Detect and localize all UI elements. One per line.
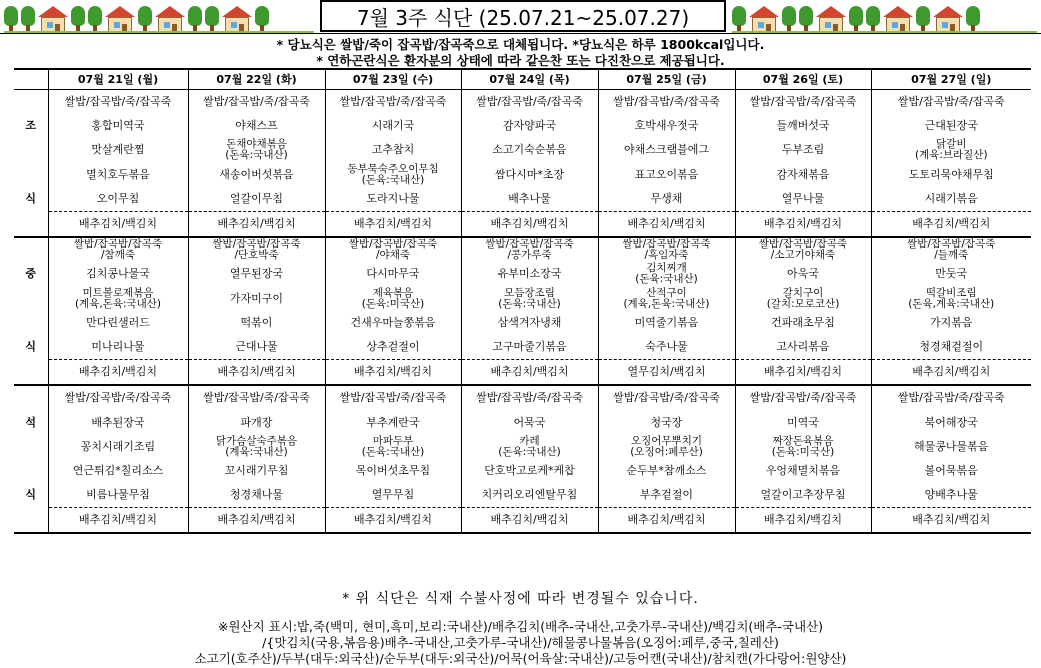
- house-icon: [816, 6, 846, 34]
- menu-item-cell: 표고오이볶음: [598, 163, 735, 187]
- menu-item-name: 쌀밥/잡곡밥/잡곡죽: [212, 238, 301, 251]
- change-notice: * 위 식단은 식재 수불사정에 따라 변경될수 있습니다.: [342, 591, 699, 607]
- dinner-row: [14, 385, 1031, 410]
- meal-label-spacer: [14, 237, 48, 262]
- menu-item-cell: 배추김치/백김치: [461, 508, 598, 534]
- menu-item-cell: 배추김치/백김치: [48, 360, 188, 386]
- menu-item-name: 쌀밥/잡곡밥/잡곡죽: [907, 238, 996, 251]
- menu-item-cell: [48, 237, 188, 262]
- menu-item-cell: [598, 435, 735, 459]
- menu-title: 7월 3주 식단 (25.07.21~25.07.27): [320, 0, 726, 32]
- menu-item-origin: (돈육:국내산): [498, 445, 561, 458]
- menu-item-cell: 해물콩나물볶음: [871, 435, 1031, 459]
- menu-item-cell: 새송이버섯볶음: [188, 163, 325, 187]
- menu-item-cell: 감자양파국: [461, 114, 598, 138]
- menu-item-cell: 연근튀김*칠리소스: [48, 459, 188, 483]
- lunch-label-bottom: 식: [25, 340, 37, 354]
- weekly-menu-table: [14, 68, 1031, 534]
- menu-item-cell: 치커리오리엔탈무침: [461, 483, 598, 508]
- menu-item-cell: 배추된장국: [48, 410, 188, 434]
- menu-item-cell: [188, 435, 325, 459]
- menu-item-name: 마파두부: [372, 434, 414, 447]
- menu-item-cell: 배추김치/백김치: [188, 360, 325, 386]
- menu-item-cell: 쌈다시마*초장: [461, 163, 598, 187]
- menu-item-cell: 열무된장국: [188, 262, 325, 286]
- title-divider: [0, 33, 1041, 34]
- house-icon: [38, 6, 68, 34]
- menu-body: [14, 90, 1031, 534]
- menu-item-cell: 부추계란국: [325, 410, 461, 434]
- origin-line: /{맛김치(국용,볶음용)배추-국내산,고춧가루-국내산)/해물콩나물볶음(오징어:페루,중국,칠레산): [262, 635, 779, 650]
- menu-item-name: 돈채야채볶음: [226, 138, 287, 151]
- lunch-row: [14, 237, 1031, 262]
- menu-item-origin: (계육:국내산): [225, 445, 288, 458]
- tree-icon: [205, 6, 219, 34]
- menu-item-origin: (돈육,계육:국내산): [908, 297, 995, 310]
- menu-item-cell: 고사리볶음: [735, 335, 871, 360]
- menu-item-cell: 쌀밥/잡곡밥/죽/잡곡죽: [598, 385, 735, 410]
- meal-label-spacer: [14, 508, 48, 534]
- menu-item-cell: 배추김치/백김치: [325, 211, 461, 237]
- diabetic-notice: * 당뇨식은 쌀밥/죽이 잡곡밥/잡곡죽으로 대체됩니다. *당뇨식은 하루 1800kcal입니다.: [276, 37, 765, 52]
- menu-item-cell: 가자미구이: [188, 287, 325, 311]
- menu-item-cell: 야채스크램블에그: [598, 138, 735, 162]
- menu-item-cell: [325, 163, 461, 187]
- menu-item-cell: 쌀밥/잡곡밥/죽/잡곡죽: [871, 385, 1031, 410]
- menu-item-cell: 고구마줄기볶음: [461, 335, 598, 360]
- tree-icon: [916, 6, 930, 34]
- menu-item-cell: 우엉채멸치볶음: [735, 459, 871, 483]
- origin-line: ※원산지 표시:밥,죽(백미, 현미,흑미,보리:국내산)/배추김치(배추-국내산,고춧가루-국내산)/백김치(배추-국내산): [217, 619, 824, 634]
- house-icon: [883, 6, 913, 34]
- menu-item-cell: 단호박고로케*케찹: [461, 459, 598, 483]
- dinner-row: [14, 483, 1031, 508]
- tree-icon: [4, 6, 18, 34]
- menu-item-cell: 배추나물: [461, 187, 598, 212]
- menu-item-cell: 열무나물: [735, 187, 871, 212]
- house-icon: [749, 6, 779, 34]
- breakfast-row: [14, 114, 1031, 138]
- menu-item-cell: 오이무침: [48, 187, 188, 212]
- menu-item-cell: 도토리묵야채무침: [871, 163, 1031, 187]
- tree-icon: [966, 6, 980, 34]
- lunch-row: [14, 287, 1031, 311]
- menu-item-cell: 쌀밥/잡곡밥/죽/잡곡죽: [598, 90, 735, 115]
- menu-item-cell: [325, 287, 461, 311]
- menu-item-cell: 청경채겉절이: [871, 335, 1031, 360]
- menu-item-cell: 야채스프: [188, 114, 325, 138]
- menu-item-cell: 열무김치/백김치: [598, 360, 735, 386]
- menu-item-cell: 맛살계란찜: [48, 138, 188, 162]
- menu-item-cell: 김치콩나물국: [48, 262, 188, 286]
- menu-item-name: 동부묵숙주오이무침: [347, 162, 439, 175]
- menu-item-cell: 쌀밥/잡곡밥/죽/잡곡죽: [48, 385, 188, 410]
- header-banner: [0, 0, 1041, 34]
- menu-item-cell: 쌀밥/잡곡밥/죽/잡곡죽: [735, 90, 871, 115]
- day-header: 07월 27일 (일): [871, 69, 1031, 90]
- menu-item-origin: (돈육:미국산): [771, 445, 835, 458]
- breakfast-row: [14, 163, 1031, 187]
- menu-item-cell: 배추김치/백김치: [735, 508, 871, 534]
- menu-item-origin: (오징어:페루산): [630, 445, 703, 458]
- meal-label-spacer: [14, 211, 48, 237]
- menu-item-name: 산적구이: [646, 286, 687, 299]
- menu-item-cell: 아욱국: [735, 262, 871, 286]
- menu-item-name: 쌀밥/잡곡밥/잡곡죽: [758, 238, 848, 251]
- menu-item-cell: 미역국: [735, 410, 871, 434]
- menu-item-cell: 배추김치/백김치: [871, 211, 1031, 237]
- menu-item-cell: 배추김치/백김치: [325, 360, 461, 386]
- menu-item-origin: /콩가루죽: [507, 249, 552, 262]
- breakfast-row: [14, 90, 1031, 115]
- menu-item-cell: 배추김치/백김치: [871, 360, 1031, 386]
- header-corner: [14, 69, 48, 90]
- lunch-row: [14, 311, 1031, 335]
- house-icon: [933, 6, 963, 34]
- menu-item-cell: 청경채나물: [188, 483, 325, 508]
- menu-item-cell: 쌀밥/잡곡밥/죽/잡곡죽: [461, 385, 598, 410]
- day-header: 07월 24일 (목): [461, 69, 598, 90]
- menu-item-cell: 미나리나물: [48, 335, 188, 360]
- menu-item-cell: 북어해장국: [871, 410, 1031, 434]
- menu-item-cell: 시래기볶음: [871, 187, 1031, 212]
- menu-item-cell: 얼갈이고추장무침: [735, 483, 871, 508]
- lunch-row: [14, 360, 1031, 386]
- menu-item-origin: (돈육:국내산): [361, 445, 425, 458]
- menu-item-cell: 부추겉절이: [598, 483, 735, 508]
- menu-item-cell: 어묵국: [461, 410, 598, 434]
- tree-icon: [732, 6, 746, 34]
- day-header: 07월 21일 (월): [48, 69, 188, 90]
- menu-item-name: 쌀밥/잡곡밥/잡곡죽: [73, 238, 163, 251]
- menu-item-name: 미트볼로제볶음: [82, 286, 154, 299]
- breakfast-row: [14, 138, 1031, 162]
- lunch-row: [14, 262, 1031, 286]
- menu-item-cell: 배추김치/백김치: [188, 211, 325, 237]
- tree-icon: [88, 6, 102, 34]
- menu-item-cell: 쌀밥/잡곡밥/죽/잡곡죽: [735, 385, 871, 410]
- menu-item-origin: (돈육:국내산): [498, 297, 561, 310]
- menu-item-cell: 호박새우젓국: [598, 114, 735, 138]
- day-header: 07월 25일 (금): [598, 69, 735, 90]
- menu-item-name: 닭갈비: [936, 138, 967, 151]
- menu-item-cell: 배추김치/백김치: [735, 360, 871, 386]
- dinner-label-top: 석: [25, 415, 37, 429]
- dinner-row: [14, 435, 1031, 459]
- menu-item-cell: 파개장: [188, 410, 325, 434]
- menu-item-cell: 쌀밥/잡곡밥/죽/잡곡죽: [871, 90, 1031, 115]
- menu-item-cell: [735, 435, 871, 459]
- house-icon: [105, 6, 135, 34]
- menu-item-cell: 배추김치/백김치: [871, 508, 1031, 534]
- menu-item-cell: 유부미소장국: [461, 262, 598, 286]
- menu-item-cell: 배추김치/백김치: [598, 508, 735, 534]
- menu-item-cell: 떡볶이: [188, 311, 325, 335]
- menu-item-cell: 무생채: [598, 187, 735, 212]
- dinner-row: [14, 459, 1031, 483]
- tree-icon: [849, 6, 863, 34]
- menu-item-name: 제육볶음: [372, 286, 414, 299]
- menu-item-cell: 쌀밥/잡곡밥/죽/잡곡죽: [188, 385, 325, 410]
- menu-item-cell: 배추김치/백김치: [735, 211, 871, 237]
- menu-item-cell: 상추겉절이: [325, 335, 461, 360]
- menu-item-cell: 배추김치/백김치: [48, 211, 188, 237]
- menu-item-cell: 배추김치/백김치: [48, 508, 188, 534]
- menu-item-name: 오징어무뿌치기: [630, 434, 702, 447]
- menu-item-cell: 두부조림: [735, 138, 871, 162]
- breakfast-row: [14, 211, 1031, 237]
- menu-item-origin: /흑임자죽: [644, 249, 689, 262]
- menu-item-name: 모듬장조림: [504, 286, 555, 299]
- day-header: 07월 23일 (수): [325, 69, 461, 90]
- menu-item-cell: [871, 138, 1031, 162]
- menu-item-origin: (돈육:미국산): [361, 297, 425, 310]
- village-illustration-left: [4, 0, 314, 34]
- menu-item-origin: /단호박죽: [234, 249, 279, 262]
- meal-label-spacer: [14, 435, 48, 459]
- menu-item-name: 갈치구이: [782, 286, 824, 299]
- menu-item-cell: [598, 262, 735, 286]
- menu-item-origin: (계육,돈육:국내산): [74, 297, 162, 310]
- menu-item-cell: 홍합미역국: [48, 114, 188, 138]
- menu-item-name: 쌀밥/잡곡밥/잡곡죽: [348, 238, 438, 251]
- lunch-label-top: 중: [25, 267, 37, 281]
- meal-label-spacer: [14, 138, 48, 162]
- menu-item-cell: 감자채볶음: [735, 163, 871, 187]
- menu-item-origin: /야채죽: [376, 249, 410, 262]
- meal-label-spacer: [14, 287, 48, 311]
- menu-item-cell: 쌀밥/잡곡밥/죽/잡곡죽: [325, 385, 461, 410]
- menu-item-cell: 얼갈이무침: [188, 187, 325, 212]
- tree-icon: [138, 6, 152, 34]
- menu-item-cell: 꽁치시래기조림: [48, 435, 188, 459]
- menu-item-name: 닭가슴살숙주볶음: [215, 434, 298, 447]
- menu-item-origin: (돈육:국내산): [225, 149, 288, 162]
- menu-item-origin: (돈육:국내산): [635, 273, 698, 286]
- origin-line: 소고기(호주산)/두부(대두:외국산)/순두부(대두:외국산)/어묵(어육살:국내산)/고등어캔(국내산)/참치캔(가다랑어:원양산): [194, 651, 847, 666]
- menu-item-cell: 배추김치/백김치: [461, 360, 598, 386]
- menu-item-cell: 청국장: [598, 410, 735, 434]
- breakfast-label-bottom: 식: [25, 192, 37, 206]
- meal-label-spacer: [14, 459, 48, 483]
- menu-item-cell: [188, 138, 325, 162]
- menu-item-cell: [461, 435, 598, 459]
- menu-item-cell: 다시마무국: [325, 262, 461, 286]
- menu-item-cell: 시래기국: [325, 114, 461, 138]
- tree-icon: [799, 6, 813, 34]
- menu-item-origin: /소고기야채죽: [770, 249, 836, 262]
- tree-icon: [255, 6, 269, 34]
- menu-item-cell: [598, 287, 735, 311]
- tree-icon: [188, 6, 202, 34]
- menu-item-cell: 건새우마늘쫑볶음: [325, 311, 461, 335]
- menu-item-cell: 삼색겨자냉채: [461, 311, 598, 335]
- menu-item-cell: [325, 435, 461, 459]
- meal-label-spacer: [14, 360, 48, 386]
- menu-item-name: 김치찌개: [646, 262, 687, 275]
- menu-item-cell: 배추김치/백김치: [598, 211, 735, 237]
- tree-icon: [21, 6, 35, 34]
- menu-item-cell: 순두부*참깨소스: [598, 459, 735, 483]
- menu-item-cell: [871, 287, 1031, 311]
- menu-item-cell: 쌀밥/잡곡밥/죽/잡곡죽: [325, 90, 461, 115]
- menu-item-origin: (계육:브라질산): [914, 149, 988, 162]
- menu-item-name: 짜장돈육볶음: [772, 434, 834, 447]
- menu-item-cell: [598, 237, 735, 262]
- menu-item-cell: [735, 287, 871, 311]
- menu-item-cell: 만둣국: [871, 262, 1031, 286]
- menu-item-cell: 꼬시래기무침: [188, 459, 325, 483]
- menu-item-cell: 멸치호두볶음: [48, 163, 188, 187]
- menu-item-cell: [735, 237, 871, 262]
- house-icon: [222, 6, 252, 34]
- menu-item-cell: [461, 287, 598, 311]
- menu-item-cell: [48, 287, 188, 311]
- menu-item-origin: (계육,돈육:국내산): [623, 297, 710, 310]
- dinner-row: [14, 508, 1031, 534]
- breakfast-label-top: 조: [25, 119, 37, 133]
- menu-item-cell: 고추참치: [325, 138, 461, 162]
- menu-item-cell: 들깨버섯국: [735, 114, 871, 138]
- menu-item-cell: 열무무침: [325, 483, 461, 508]
- menu-item-cell: 소고기숙순볶음: [461, 138, 598, 162]
- meal-label-spacer: [14, 163, 48, 187]
- menu-item-name: 쌀밥/잡곡밥/잡곡죽: [622, 238, 711, 251]
- menu-item-origin: (갈치:모로코산): [766, 297, 840, 310]
- meal-label-spacer: [14, 385, 48, 410]
- menu-item-cell: 미역줄기볶음: [598, 311, 735, 335]
- menu-item-cell: 배추김치/백김치: [325, 508, 461, 534]
- meal-label-spacer: [14, 90, 48, 115]
- menu-item-name: 쌀밥/잡곡밥/잡곡죽: [485, 238, 574, 251]
- menu-item-cell: 근대된장국: [871, 114, 1031, 138]
- dinner-row: [14, 410, 1031, 434]
- menu-item-cell: 건파래초무침: [735, 311, 871, 335]
- menu-item-cell: 양배추나물: [871, 483, 1031, 508]
- menu-item-cell: 볼어묵볶음: [871, 459, 1031, 483]
- menu-item-cell: 쌀밥/잡곡밥/죽/잡곡죽: [48, 90, 188, 115]
- menu-item-cell: 숙주나물: [598, 335, 735, 360]
- menu-item-cell: 쌀밥/잡곡밥/죽/잡곡죽: [461, 90, 598, 115]
- menu-item-cell: [871, 237, 1031, 262]
- tree-icon: [866, 6, 880, 34]
- menu-item-cell: 비름나물무침: [48, 483, 188, 508]
- menu-item-cell: 목이버섯초무침: [325, 459, 461, 483]
- menu-item-cell: 근대나물: [188, 335, 325, 360]
- breakfast-row: [14, 187, 1031, 212]
- day-header: 07월 22일 (화): [188, 69, 325, 90]
- menu-item-origin: /들깨죽: [934, 249, 969, 262]
- menu-item-origin: (돈육:국내산): [361, 173, 425, 186]
- menu-item-cell: [325, 237, 461, 262]
- menu-item-origin: /참깨죽: [101, 249, 135, 262]
- tree-icon: [782, 6, 796, 34]
- menu-item-cell: 만다린샐러드: [48, 311, 188, 335]
- menu-item-cell: 배추김치/백김치: [188, 508, 325, 534]
- village-illustration-right: [732, 0, 1037, 34]
- menu-item-name: 떡갈비조림: [925, 286, 977, 299]
- day-header-row: [14, 69, 1031, 90]
- dinner-label-bottom: 식: [25, 488, 37, 502]
- menu-item-cell: [461, 237, 598, 262]
- meal-label-spacer: [14, 311, 48, 335]
- menu-item-cell: 가지볶음: [871, 311, 1031, 335]
- menu-item-cell: [188, 237, 325, 262]
- tree-icon: [71, 6, 85, 34]
- menu-item-cell: 쌀밥/잡곡밥/죽/잡곡죽: [188, 90, 325, 115]
- menu-item-cell: 배추김치/백김치: [461, 211, 598, 237]
- menu-item-name: 카레: [519, 434, 540, 447]
- menu-item-cell: 도라지나물: [325, 187, 461, 212]
- day-header: 07월 26일 (토): [735, 69, 871, 90]
- dysphagia-notice: * 연하곤란식은 환자분의 상태에 따라 같은찬 또는 다진찬으로 제공됩니다.: [316, 53, 725, 68]
- house-icon: [155, 6, 185, 34]
- lunch-row: [14, 335, 1031, 360]
